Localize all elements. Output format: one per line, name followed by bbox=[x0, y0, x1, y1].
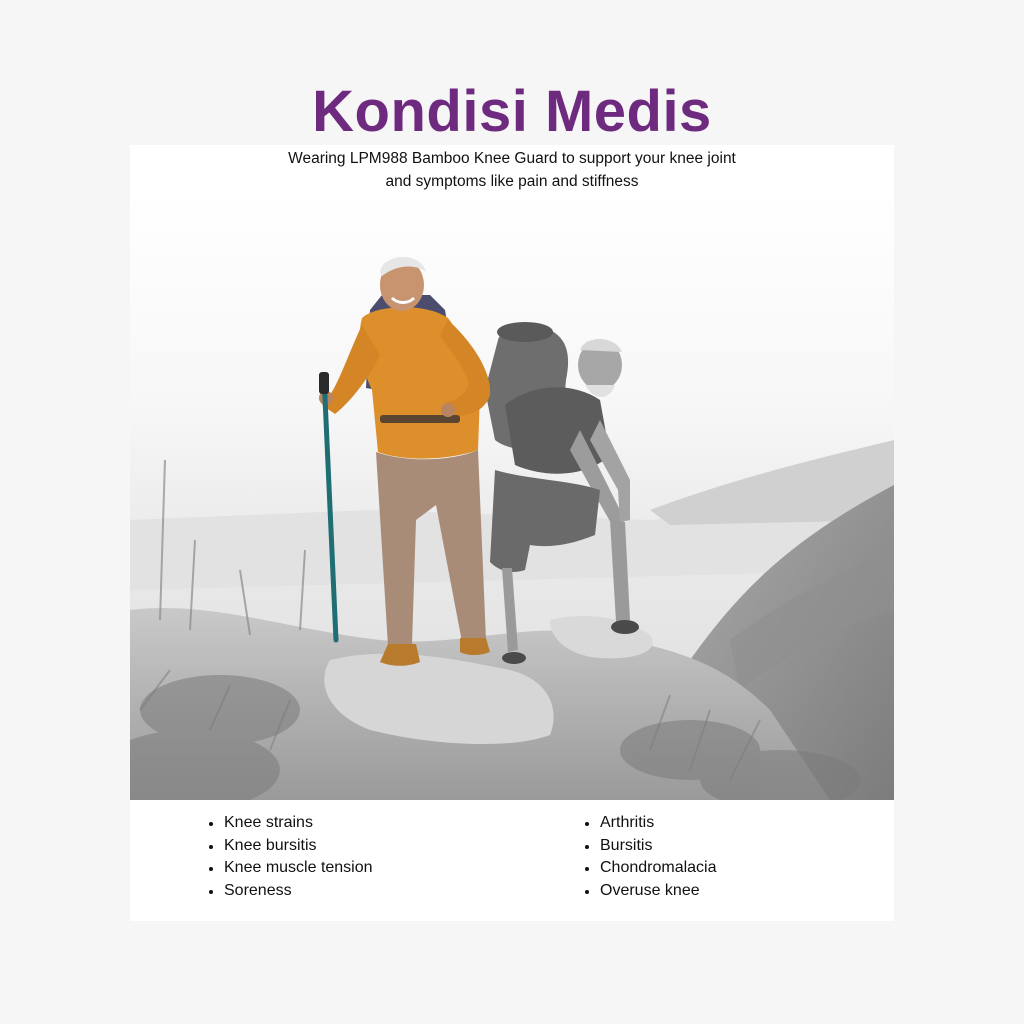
hikers-photo-icon bbox=[130, 190, 894, 800]
page-title: Kondisi Medis bbox=[312, 79, 712, 144]
subtitle-line-2: and symptoms like pain and stiffness bbox=[385, 173, 639, 190]
list-item: Arthritis bbox=[582, 812, 717, 835]
conditions-lists bbox=[130, 812, 894, 912]
page-subtitle bbox=[0, 147, 1024, 193]
list-item: Soreness bbox=[206, 880, 373, 903]
list-item: Knee muscle tension bbox=[206, 857, 373, 880]
list-item: Bursitis bbox=[582, 835, 717, 858]
conditions-list-right bbox=[582, 812, 717, 902]
list-item: Chondromalacia bbox=[582, 857, 717, 880]
conditions-list-left bbox=[206, 812, 373, 902]
hikers-photo bbox=[130, 190, 894, 800]
list-item: Knee strains bbox=[206, 812, 373, 835]
list-item: Overuse knee bbox=[582, 880, 717, 903]
list-item: Knee bursitis bbox=[206, 835, 373, 858]
subtitle-line-1: Wearing LPM988 Bamboo Knee Guard to support your knee joint bbox=[288, 150, 736, 167]
